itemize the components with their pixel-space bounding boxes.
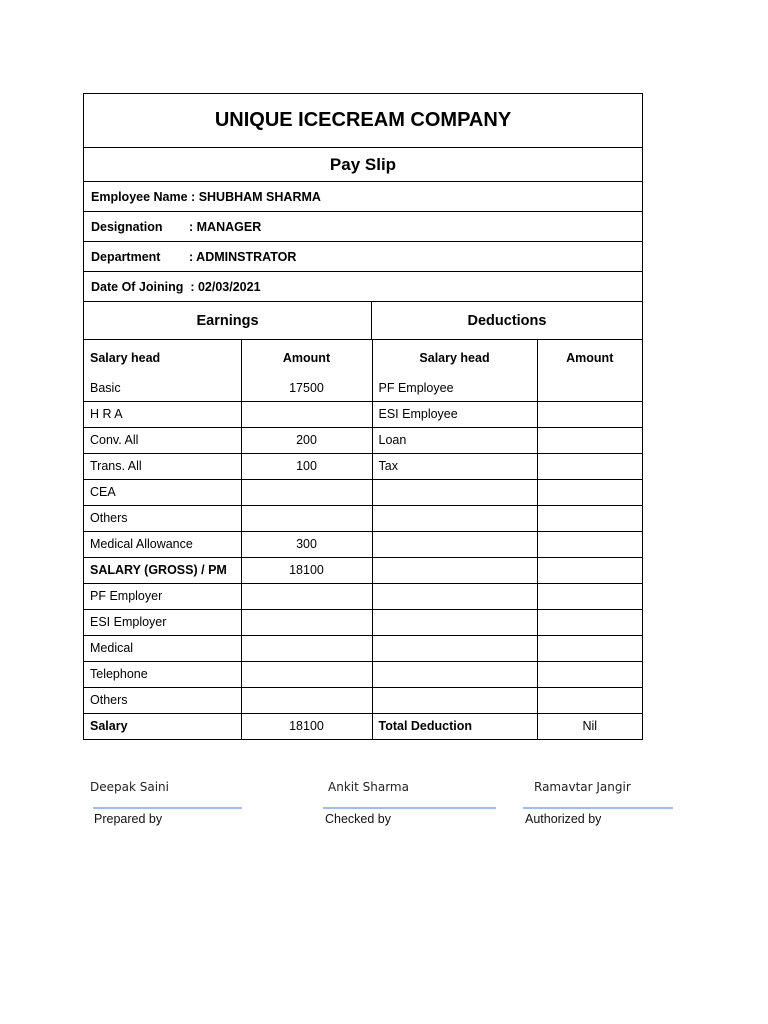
date-of-joining-value: : 02/03/2021	[183, 279, 261, 294]
table-row	[84, 427, 642, 453]
earning-amount-cell	[241, 661, 372, 687]
deduction-amount-cell	[537, 583, 642, 609]
deduction-amount-cell	[537, 453, 642, 479]
earning-amount-cell	[241, 687, 372, 713]
company-name: UNIQUE ICECREAM COMPANY	[84, 94, 642, 148]
deduction-amount-cell	[537, 479, 642, 505]
checked-name: Ankit Sharma	[328, 780, 409, 794]
deduction-amount-cell	[537, 609, 642, 635]
col-deductions-head: Salary head	[372, 340, 537, 375]
salary-table	[84, 340, 642, 739]
deduction-amount-cell	[537, 687, 642, 713]
earning-amount-cell	[241, 401, 372, 427]
earning-head-cell: Basic	[84, 375, 241, 401]
department-row	[84, 242, 642, 272]
earnings-header: Earnings	[84, 302, 372, 339]
earning-head-cell: Medical Allowance	[84, 531, 241, 557]
deduction-amount-cell: Nil	[582, 719, 598, 734]
deduction-head-cell	[372, 583, 537, 609]
deduction-amount-cell	[537, 557, 642, 583]
department-label: Department	[91, 249, 161, 264]
col-deductions-amount: Amount	[566, 350, 614, 365]
designation-value: : MANAGER	[189, 219, 262, 234]
employee-name-row	[84, 182, 642, 212]
earning-head-cell: SALARY (GROSS) / PM	[84, 557, 241, 583]
earning-amount-cell: 17500	[241, 375, 372, 401]
prepared-by-label: Prepared by	[94, 812, 163, 826]
date-of-joining-label: Date Of Joining	[91, 279, 184, 294]
deduction-amount-cell	[537, 531, 642, 557]
deduction-head-cell: PF Employee	[372, 375, 537, 401]
deduction-head-cell	[372, 609, 537, 635]
department-value: : ADMINSTRATOR	[189, 249, 297, 264]
checked-signature	[328, 780, 409, 794]
table-row	[84, 453, 642, 479]
earning-head-cell: Salary	[84, 713, 241, 739]
table-row	[84, 713, 642, 739]
earning-head-cell: Telephone	[84, 661, 241, 687]
employee-name-label: Employee Name :	[91, 189, 199, 204]
col-earnings-head: Salary head	[84, 340, 241, 375]
prepared-signature-line	[93, 807, 242, 809]
deduction-amount-cell	[537, 635, 642, 661]
authorized-signature	[534, 780, 631, 794]
checked-by-label: Checked by	[325, 812, 392, 826]
deduction-amount-cell	[537, 427, 642, 453]
earning-amount-cell	[241, 479, 372, 505]
date-of-joining-row	[84, 272, 642, 302]
earning-head-cell: H R A	[84, 401, 241, 427]
designation-row	[84, 212, 642, 242]
earning-head-cell: PF Employer	[84, 583, 241, 609]
deduction-head-cell	[372, 635, 537, 661]
earning-amount-cell	[241, 635, 372, 661]
col-earnings-amount: Amount	[241, 340, 372, 375]
earning-amount-cell: 300	[241, 531, 372, 557]
authorized-signature-line	[523, 807, 673, 809]
table-row	[84, 375, 642, 401]
deduction-head-cell: Total Deduction	[372, 713, 537, 739]
earning-amount-cell: 200	[241, 427, 372, 453]
earning-amount-cell	[241, 583, 372, 609]
earning-amount-cell	[241, 609, 372, 635]
deduction-head-cell	[372, 557, 537, 583]
prepared-name: Deepak Saini	[90, 780, 169, 794]
deduction-head-cell	[372, 479, 537, 505]
deduction-head-cell: Tax	[372, 453, 537, 479]
table-header-row	[84, 340, 642, 375]
earning-head-cell: Trans. All	[84, 453, 241, 479]
deduction-head-cell	[372, 687, 537, 713]
earning-amount-cell: 100	[241, 453, 372, 479]
deduction-head-cell: Loan	[372, 427, 537, 453]
table-row	[84, 505, 642, 531]
table-row	[84, 635, 642, 661]
table-row	[84, 479, 642, 505]
earning-amount-cell: 18100	[241, 713, 372, 739]
earning-head-cell: CEA	[84, 479, 241, 505]
earning-head-cell: ESI Employer	[84, 609, 241, 635]
deduction-head-cell	[372, 661, 537, 687]
earning-head-cell: Others	[84, 505, 241, 531]
payslip-title: Pay Slip	[84, 148, 642, 182]
earning-amount-cell: 18100	[241, 557, 372, 583]
deduction-head-cell: ESI Employee	[372, 401, 537, 427]
table-row	[84, 661, 642, 687]
deduction-head-cell	[372, 531, 537, 557]
earning-head-cell: Others	[84, 687, 241, 713]
deduction-amount-cell	[537, 661, 642, 687]
earning-amount-cell	[241, 505, 372, 531]
deductions-header: Deductions	[467, 312, 547, 329]
table-row	[84, 687, 642, 713]
authorized-by-label: Authorized by	[525, 812, 602, 826]
employee-name-value: SHUBHAM SHARMA	[198, 189, 321, 204]
earning-head-cell: Conv. All	[84, 427, 241, 453]
deduction-amount-cell	[537, 505, 642, 531]
table-row	[84, 531, 642, 557]
earning-head-cell: Medical	[84, 635, 241, 661]
authorized-name: Ramavtar Jangir	[534, 780, 631, 794]
section-headers	[84, 302, 642, 340]
deduction-amount-cell	[537, 375, 642, 401]
deduction-amount-cell	[537, 401, 642, 427]
table-row	[84, 609, 642, 635]
payslip-sheet	[83, 93, 643, 740]
table-row	[84, 401, 642, 427]
checked-signature-line	[323, 807, 496, 809]
designation-label: Designation	[91, 219, 163, 234]
deduction-head-cell	[372, 505, 537, 531]
prepared-signature	[90, 780, 169, 794]
table-row	[84, 557, 642, 583]
table-row	[84, 583, 642, 609]
